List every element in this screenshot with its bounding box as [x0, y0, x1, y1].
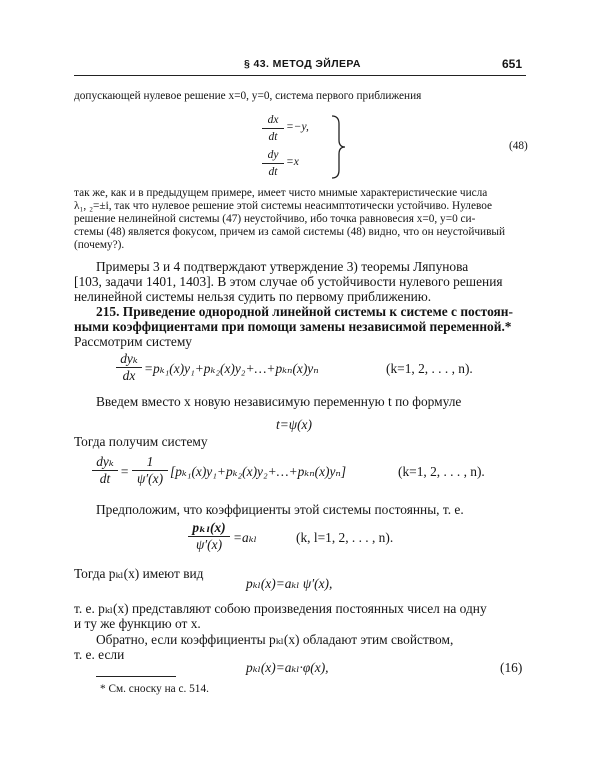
converse-line-2: т. е. если — [74, 647, 125, 662]
eq48-f2-num: dy — [267, 149, 279, 161]
sys1-num: dyₖ — [120, 351, 138, 366]
small-paragraph-line-4: стемы (48) является фокусом, причем из самой системы (48) видно, что он неустойчивый — [74, 226, 506, 238]
eq-form: pₖₗ(x)=aₖₗ ψ′(x), — [246, 576, 333, 591]
sys2-cond: (k=1, 2, . . . , n). — [398, 464, 485, 479]
section-title-text-1: Приведение однородной линейной системы к системе с постоян- — [122, 304, 513, 319]
section-number: 215. — [96, 304, 120, 319]
then-form-line: Тогда pₖₗ(x) имеют вид — [74, 566, 204, 581]
products-line-2: и ту же функцию от x. — [74, 616, 201, 631]
assume-line: Предположим, что коэффициенты этой системы постоянны, т. е. — [96, 502, 464, 517]
sys2-num: dyₖ — [96, 454, 114, 469]
sys2-derivative — [92, 455, 118, 486]
small-paragraph-line-1: так же, как и в предыдущем примере, имеет чисто мнимые характеристические числа — [74, 187, 488, 199]
right-brace-icon — [328, 114, 348, 180]
sys2-den: dt — [99, 471, 111, 486]
sys2-coef-den: ψ′(x) — [136, 471, 164, 486]
const-num: pₖₗ(x) — [192, 520, 226, 535]
intro-line: допускающей нулевое решение x=0, y=0, система первого приближения — [74, 90, 422, 102]
running-title: § 43. МЕТОД ЭЙЛЕРА — [244, 58, 361, 70]
sys1-cond: (k=1, 2, . . . , n). — [386, 361, 473, 376]
fraction-bar — [262, 128, 284, 129]
section-title-line-2: ными коэффициентами при помощи замены независимой переменной.* — [74, 319, 512, 334]
eq48-frac-dx-dt — [262, 113, 284, 144]
eq48-label: (48) — [509, 140, 528, 152]
examples-line-3: нелинейной системы нельзя судить по первому приближению. — [74, 289, 432, 304]
sys2-equals: = — [120, 464, 130, 479]
sys1-den: dx — [122, 368, 136, 383]
eq48-f1-rhs: =−y, — [286, 121, 309, 133]
sys2-coef-num: 1 — [146, 454, 154, 469]
substitution-line: Введем вместо x новую независимую переменную t по формуле — [96, 394, 462, 409]
eq16-label: (16) — [500, 660, 523, 675]
eq16-expr: pₖₗ(x)=aₖₗ·φ(x), — [246, 660, 329, 675]
examples-line-1: Примеры 3 и 4 подтверждают утверждение 3) теоремы Ляпунова — [96, 259, 469, 274]
sys2-rhs: [pₖ₁(x)y₁+pₖ₂(x)y₂+…+pₖₙ(x)yₙ] — [170, 464, 347, 479]
small-paragraph-line-3: решение нелинейной системы (47) неустойчиво, ибо точка равновесия x=0, y=0 си- — [74, 213, 476, 225]
sys2-coefficient — [132, 455, 168, 486]
eq48-f1-den: dt — [268, 131, 278, 143]
const-rhs: =aₖₗ — [233, 530, 257, 545]
consider-system-line: Рассмотрим систему — [74, 334, 192, 349]
examples-line-2: [103, задачи 1401, 1403]. В этом случае об устойчивости нулевого решения — [74, 274, 503, 289]
sys1-rhs: =pₖ₁(x)y₁+pₖ₂(x)y₂+…+pₖₙ(x)yₙ — [144, 361, 319, 376]
eq48-f1-num: dx — [267, 114, 279, 126]
eq48-f2-rhs: =x — [286, 156, 299, 168]
const-cond: (k, l=1, 2, . . . , n). — [296, 530, 394, 545]
const-den: ψ′(x) — [195, 537, 223, 552]
eq-t-psi: t=ψ(x) — [276, 417, 312, 432]
footnote: * См. сноску на с. 514. — [100, 683, 209, 695]
const-fraction — [188, 521, 230, 552]
section-title-line-1 — [96, 304, 513, 320]
products-line-1: т. е. pₖₗ(x) представляют собою произведения постоянных чисел на одну — [74, 601, 487, 616]
eq48-frac-dy-dt — [262, 148, 284, 179]
small-paragraph-line-2: λ₁, ₂=±i, так что нулевое решение этой системы неасимптотически устойчиво. Нулевое — [74, 200, 493, 212]
eq48-f2-den: dt — [268, 166, 278, 178]
footnote-rule — [96, 676, 176, 677]
header-rule — [74, 75, 526, 76]
fraction-bar — [262, 163, 284, 164]
page-number: 651 — [502, 57, 523, 71]
then-system-line: Тогда получим систему — [74, 434, 208, 449]
sys1-derivative — [116, 352, 142, 383]
converse-line-1: Обратно, если коэффициенты pₖₗ(x) обладают этим свойством, — [96, 632, 454, 647]
small-paragraph-line-5: (почему?). — [74, 239, 125, 251]
